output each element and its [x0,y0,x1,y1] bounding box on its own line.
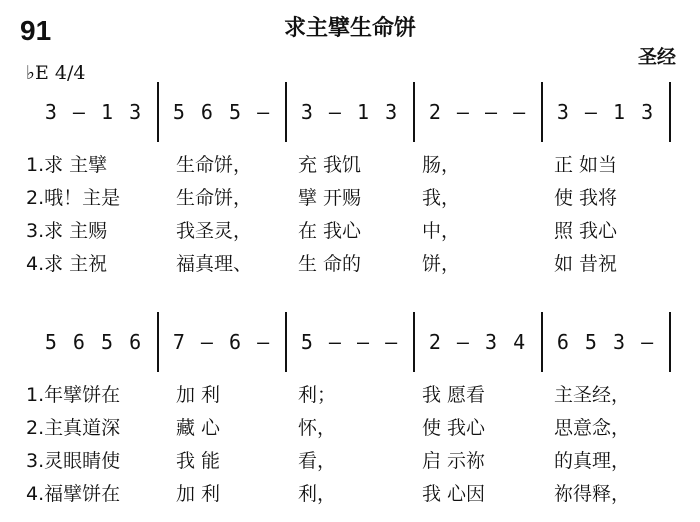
lyric-segment: 怀， [298,417,337,439]
lyric-segment: 看， [298,450,337,472]
measure-3: 3 — 1 3 [300,100,400,124]
measure-4: 2 — 3 4 [428,330,528,354]
lyric-segment: 生命饼， [176,154,253,176]
measure-3: 5 — — — [300,330,400,354]
lyric-segment: 饼， [422,253,461,275]
lyric-segment: 中， [422,220,461,242]
key-signature: ♭E 4/4 [26,62,86,84]
lyric-segment: 使 我将 [554,187,618,209]
measure-2: 5 6 5 — [172,100,272,124]
lyric-segment: 3.求 主赐 [26,220,108,242]
lyric-segment: 利， [298,483,337,505]
verse-1-line [0,380,700,410]
verse-4-line [0,249,700,279]
verse-4-line [0,479,700,509]
lyric-segment: 肠， [422,154,461,176]
lyric-segment: 2.主真道深 [26,417,121,439]
lyric-segment: 在 我心 [298,220,362,242]
lyric-segment: 充 我饥 [298,154,362,176]
barline [157,312,159,372]
lyric-segment: 1.求 主擘 [26,154,108,176]
barline [285,82,287,142]
lyric-segment: 思意念， [554,417,631,439]
notes-row [0,312,700,372]
barline [541,82,543,142]
verse-3-line [0,446,700,476]
lyric-segment: 擘 开赐 [298,187,362,209]
barline [669,312,671,372]
lyric-segment: 我 能 [176,450,221,472]
measure-1: 3 — 1 3 [44,100,144,124]
verse-2-line [0,183,700,213]
lyric-segment: 生命饼， [176,187,253,209]
lyric-segment: 照 我心 [554,220,618,242]
lyric-segment: 2.哦！主是 [26,187,121,209]
notes-row [0,82,700,142]
lyric-segment: 的真理， [554,450,631,472]
lyric-segment: 利； [298,384,337,406]
lyric-segment: 我， [422,187,461,209]
hymn-title: 求主擘生命饼 [283,16,416,41]
verse-2-line [0,413,700,443]
verse-3-line [0,216,700,246]
hymn-number: 91 [20,15,52,46]
lyric-segment: 使 我心 [422,417,486,439]
lyric-segment: 加 利 [176,483,221,505]
lyric-segment: 我 愿看 [422,384,486,406]
lyric-segment: 如 昔祝 [554,253,618,275]
lyric-segment: 3.灵眼睛使 [26,450,121,472]
lyric-segment: 生 命的 [298,253,362,275]
barline [413,312,415,372]
measure-5: 6 5 3 — [556,330,656,354]
lyric-segment: 我 心因 [422,483,486,505]
lyric-segment: 1.年擘饼在 [26,384,121,406]
barline [669,82,671,142]
measure-2: 7 — 6 — [172,330,272,354]
lyric-segment: 4.求 主祝 [26,253,108,275]
lyric-segment: 福真理、 [176,253,253,275]
lyric-segment: 启 示祢 [422,450,486,472]
measure-1: 5 6 5 6 [44,330,144,354]
barline [157,82,159,142]
hymn-source: 圣经 [637,46,676,68]
barline [541,312,543,372]
measure-4: 2 — — — [428,100,528,124]
lyric-segment: 正 如当 [554,154,618,176]
lyric-segment: 我圣灵， [176,220,253,242]
lyric-segment: 加 利 [176,384,221,406]
lyric-segment: 4.福擘饼在 [26,483,121,505]
barline [285,312,287,372]
lyric-segment: 主圣经， [554,384,631,406]
lyric-segment: 祢得释， [554,483,631,505]
lyric-segment: 藏 心 [176,417,221,439]
verse-1-line [0,150,700,180]
barline [413,82,415,142]
measure-5: 3 — 1 3 [556,100,656,124]
